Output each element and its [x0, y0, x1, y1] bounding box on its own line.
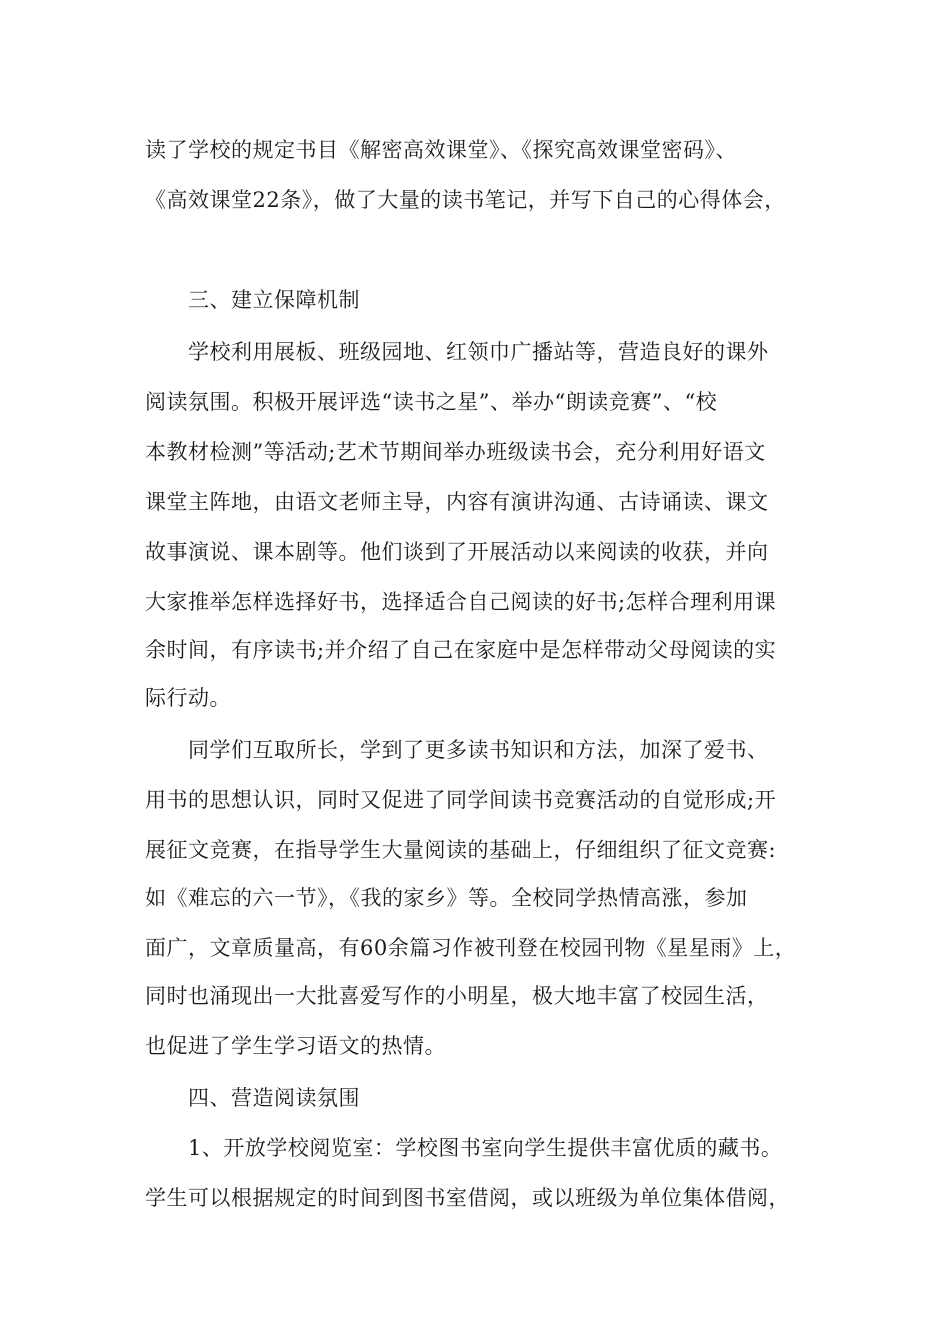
text-line: 用书的思想认识，同时又促进了同学间读书竞赛活动的自觉形成;开 — [145, 788, 777, 812]
text-line: 阅读氛围。积极开展评选“读书之星”、举办“朗读竞赛”、“校 — [145, 390, 718, 414]
text-line: 同学们互取所长，学到了更多读书知识和方法，加深了爱书、 — [188, 738, 769, 762]
text-line: 同时也涌现出一大批喜爱写作的小明星，极大地丰富了校园生活， — [145, 984, 769, 1008]
text-line: 本教材检测”等活动;艺术节期间举办班级读书会，充分利用好语文 — [145, 440, 766, 464]
text-line: 学校利用展板、班级园地、红领巾广播站等，营造良好的课外 — [188, 340, 769, 364]
text-line: 课堂主阵地，由语文老师主导，内容有演讲沟通、古诗诵读、课文 — [145, 490, 769, 514]
text-line: 1、开放学校阅览室：学校图书室向学生提供丰富优质的藏书。 — [188, 1136, 783, 1160]
text-line: 也促进了学生学习语文的热情。 — [145, 1034, 446, 1058]
text-line: 际行动。 — [145, 686, 231, 710]
text-line: 展征文竞赛，在指导学生大量阅读的基础上，仔细组织了征文竞赛: — [145, 838, 777, 862]
text-line: 《高效课堂22条》，做了大量的读书笔记，并写下自己的心得体会， — [145, 188, 786, 212]
section-heading: 三、建立保障机制 — [188, 288, 360, 312]
text-line: 读了学校的规定书目《解密高效课堂》、《探究高效课堂密码》、 — [145, 138, 737, 162]
text-line: 如《难忘的六一节》，《我的家乡》等。全校同学热情高涨，参加 — [145, 886, 748, 910]
text-line: 余时间，有序读书;并介绍了自己在家庭中是怎样带动父母阅读的实 — [145, 638, 777, 662]
text-line: 故事演说、课本剧等。他们谈到了开展活动以来阅读的收获，并向 — [145, 540, 769, 564]
section-heading: 四、营造阅读氛围 — [188, 1086, 360, 1110]
text-line: 面广，文章质量高，有60余篇习作被刊登在校园刊物《星星雨》上， — [145, 936, 797, 960]
text-line: 学生可以根据规定的时间到图书室借阅，或以班级为单位集体借阅， — [145, 1186, 790, 1210]
text-line: 大家推举怎样选择好书，选择适合自己阅读的好书;怎样合理利用课 — [145, 590, 777, 614]
